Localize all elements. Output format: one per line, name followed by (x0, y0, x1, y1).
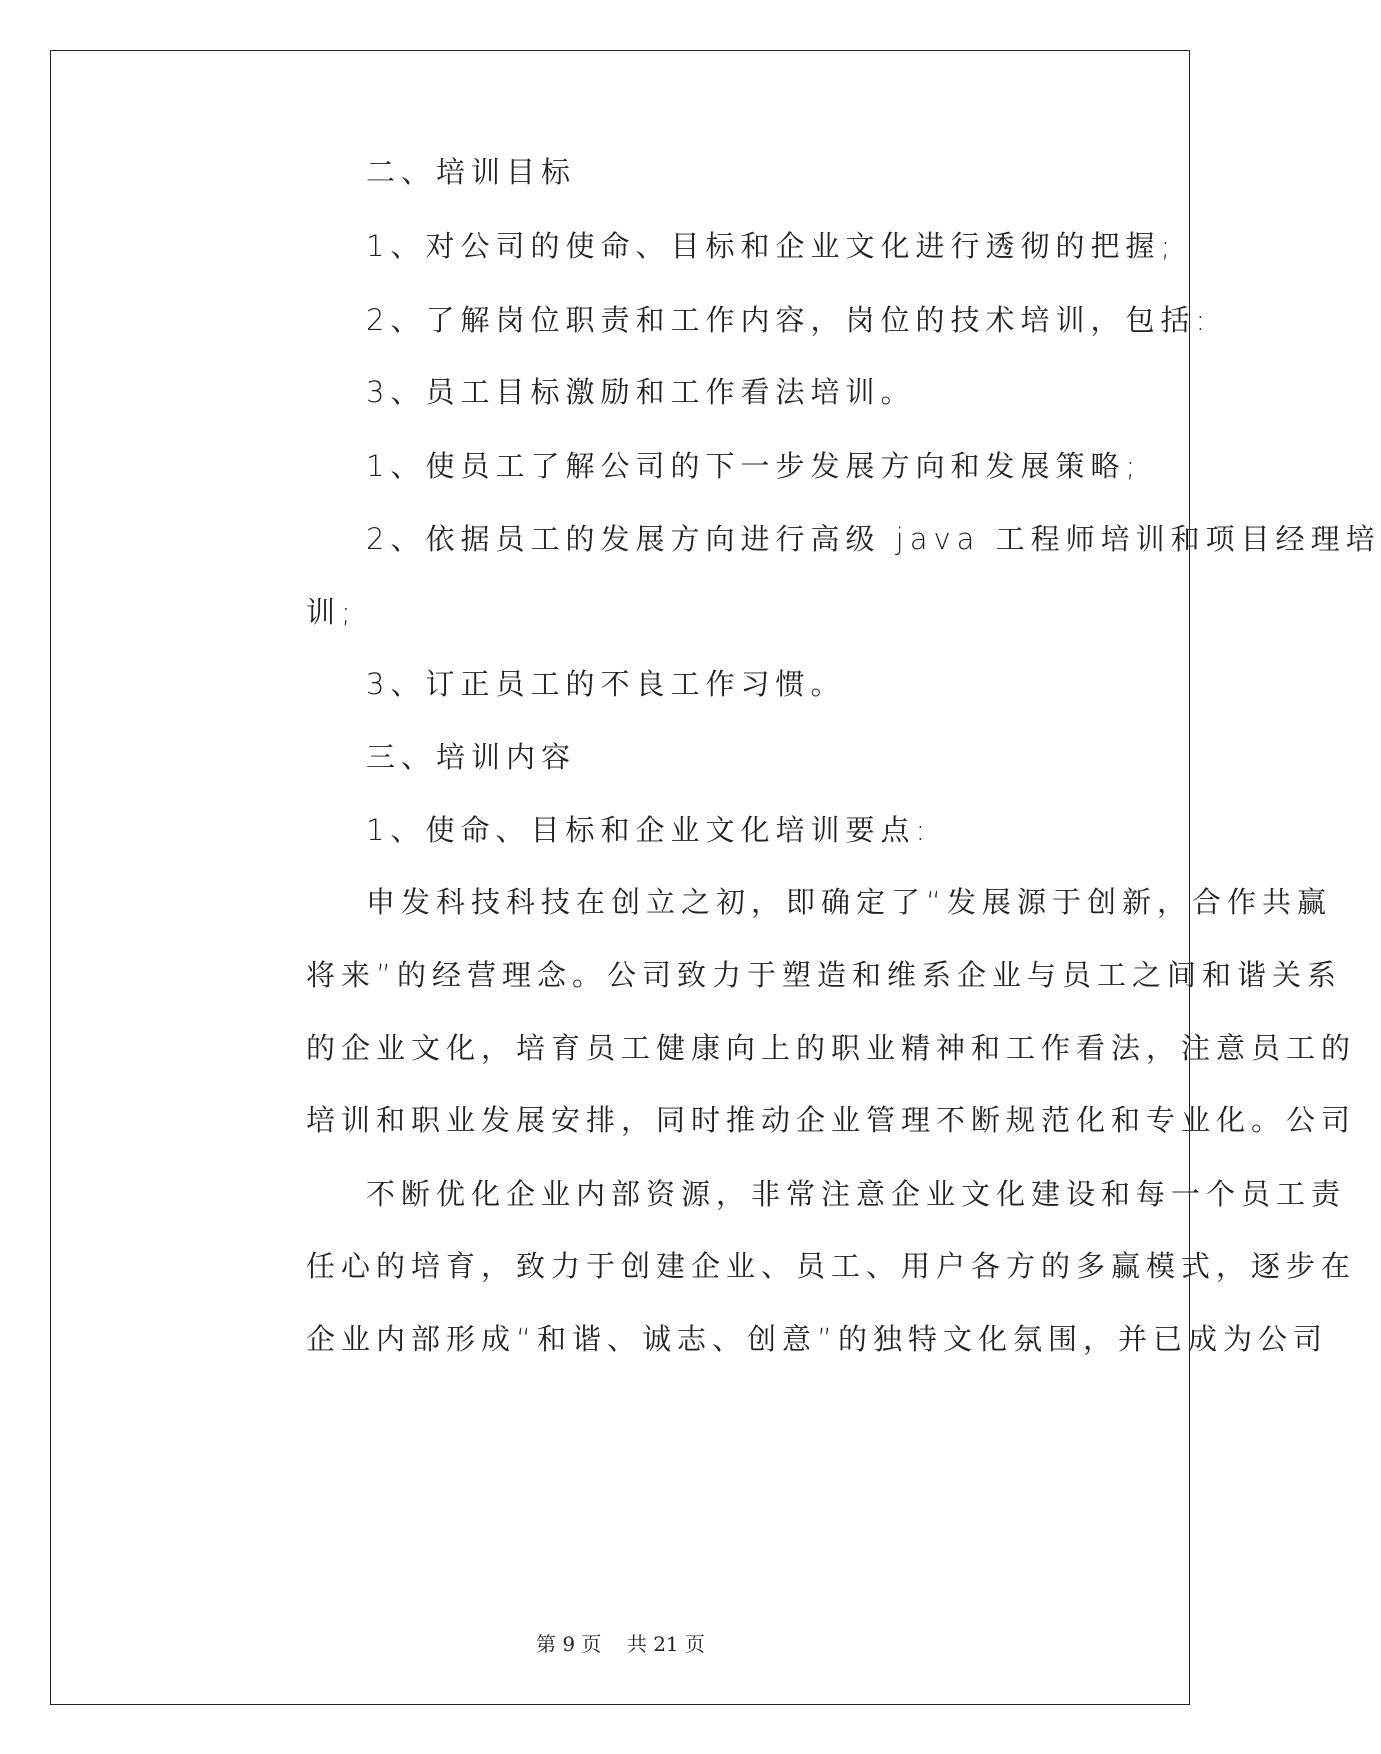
paragraph-line: 不断优化企业内部资源，非常注意企业文化建设和每一个员工责 (366, 1177, 1347, 1211)
paragraph-line: 1、使员工了解公司的下一步发展方向和发展策略; (366, 449, 1142, 483)
paragraph-line: 培训和职业发展安排，同时推动企业管理不断规范化和专业化。公司 (306, 1103, 1357, 1137)
paragraph-line: 3、员工目标激励和工作看法培训。 (366, 375, 916, 409)
paragraph-line: 申发科技科技在创立之初，即确定了“发展源于创新，合作共赢 (366, 885, 1333, 919)
paragraph-line: 1、使命、目标和企业文化培训要点: (366, 813, 932, 847)
paragraph-line: 将来”的经营理念。公司致力于塑造和维系企业与员工之间和谐关系 (306, 958, 1343, 992)
section-heading-training-content: 三、培训内容 (366, 740, 577, 774)
paragraph-line: 2、了解岗位职责和工作内容，岗位的技术培训，包括: (366, 303, 1212, 337)
paragraph-line: 的企业文化，培育员工健康向上的职业精神和工作看法，注意员工的 (306, 1031, 1357, 1065)
paragraph-line: 训; (306, 595, 357, 629)
section-heading-training-goals: 二、培训目标 (366, 155, 577, 189)
paragraph-line: 3、订正员工的不良工作习惯。 (366, 667, 846, 701)
paragraph-line: 企业内部形成“和谐、诚志、创意”的独特文化氛围，并已成为公司 (306, 1322, 1329, 1356)
paragraph-line: 1、对公司的使命、目标和企业文化进行透彻的把握; (366, 229, 1177, 263)
page-border (50, 50, 1190, 1705)
page-number: 第 9 页 共 21 页 (535, 1632, 706, 1656)
paragraph-line: 2、依据员工的发展方向进行高级 java 工程师培训和项目经理培 (366, 522, 1381, 556)
paragraph-line: 任心的培育，致力于创建企业、员工、用户各方的多赢模式，逐步在 (306, 1249, 1357, 1283)
